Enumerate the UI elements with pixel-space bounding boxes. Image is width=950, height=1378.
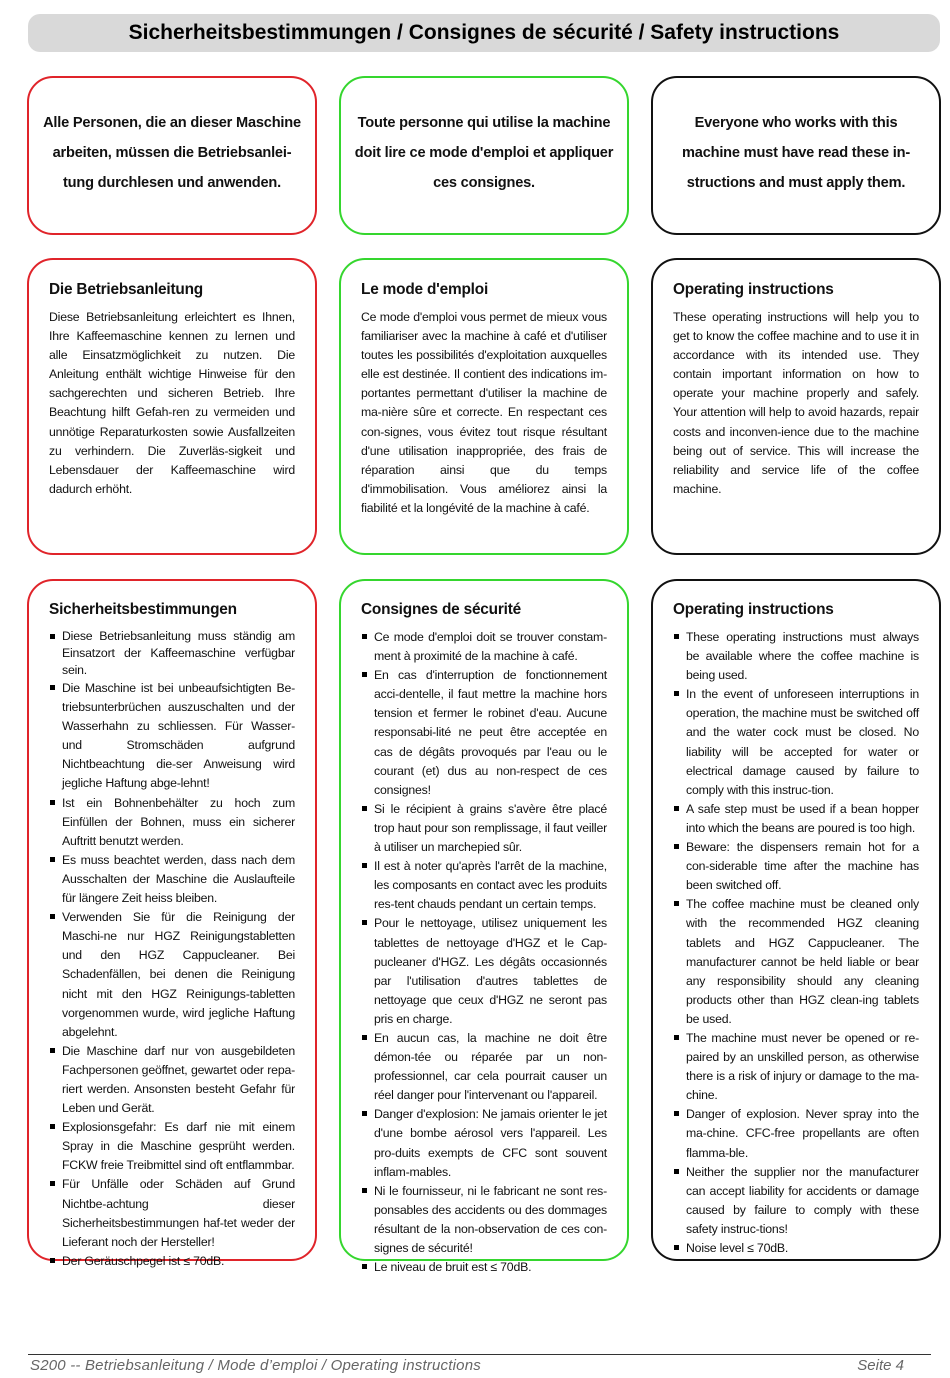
safety-heading-en: Operating instructions — [673, 601, 834, 618]
list-item: Neither the supplier nor the manufacturer can accept liability for accidents or damage caused by failure to comply with these safety instruc-tions! — [673, 1163, 919, 1239]
list-item: En aucun cas, la machine ne doit être démon-tée ou réparée par un non-professionnel, car cela pourrait causer un réel danger pour l'intervenant ou l'appareil. — [361, 1029, 607, 1105]
list-item: Explosionsgefahr: Es darf nie mit einem Spray in die Maschine gesprüht werden. FCKW freie Treibmittel sind oft entflammbar. — [49, 1118, 295, 1175]
safety-list-en — [673, 628, 919, 1258]
list-item: Pour le nettoyage, utilisez uniquement les tablettes de nettoyage d'HGZ et le Cap-pucleaner d'HGZ. Les dégâts occasionnés par l'utilisation d'autres tablettes de nettoyage que ceux d'HGZ ne seront pas pris en charge. — [361, 914, 607, 1029]
list-item: A safe step must be used if a bean hopper into which the beans are poured is too high. — [673, 800, 919, 838]
footer-divider — [28, 1354, 931, 1355]
list-item: Le niveau de bruit est ≤ 70dB. — [361, 1258, 607, 1277]
list-item: The machine must never be opened or re-paired by an unskilled person, as otherwise there is a risk of injury or damage to the ma-chine. — [673, 1029, 919, 1105]
list-item: Diese Betriebsanleitung muss ständig am Einsatzort der Kaffeemaschine verfügbar sein. — [49, 628, 295, 679]
intro-box-de — [27, 76, 317, 235]
safety-heading-fr: Consignes de sécurité — [361, 601, 522, 618]
list-item: Danger of explosion. Never spray into the ma-chine. CFC-free propellants are often flamma-ble. — [673, 1105, 919, 1162]
safety-box-de — [27, 579, 317, 1268]
list-item: In the event of unforeseen interruptions in operation, the machine must be switched off and the water cock must be closed. No liability will be accepted for water or electrical damage caused by failure to comply with this instruc-tion. — [673, 685, 919, 800]
list-item: Verwenden Sie für die Reinigung der Maschi-ne nur HGZ Reinigungstabletten und den HGZ Cappucleaner. Bei Schadenfällen, bei denen die Reinigung nicht mit den HGZ Reinigungs-tabletten vorgenommen wurde, wird jegliche Haftung abgelehnt. — [49, 908, 295, 1042]
intro-box-fr — [339, 76, 629, 235]
page-title: Sicherheitsbestimmungen / Consignes de sécurité / Safety instructions — [28, 14, 940, 52]
list-item: Beware: the dispensers remain hot for a con-siderable time after the machine has been switched off. — [673, 838, 919, 895]
list-item: Il est à noter qu'après l'arrêt de la machine, les composants en contact avec les produits res-tent chauds pendant un certain temps. — [361, 857, 607, 914]
intro-text-en: Everyone who works with this machine must have read these in-structions and must apply them. — [682, 115, 910, 191]
list-item: Ist ein Bohnenbehälter zu hoch zum Einfüllen der Bohnen, muss ein sicherer Auftritt benutzt werden. — [49, 794, 295, 851]
manual-heading-fr: Le mode d'emploi — [361, 281, 489, 298]
safety-box-en — [651, 579, 941, 1261]
list-item: Die Maschine darf nur von ausgebildeten Fachpersonen geöffnet, gewartet oder repa-riert werden. Ansonsten besteht Gefahr für Leben und Gerät. — [49, 1042, 295, 1118]
list-item: These operating instructions must always be available where the coffee machine is being used. — [673, 628, 919, 685]
manual-text-fr: Ce mode d'emploi vous permet de mieux vous familiariser avec la machine à café et d'utiliser toutes les possibilités d'exploitation auxquelles elle est destinée. Il contient des indications im-portantes permettant d'utiliser la machine de ma-nière sûre et correcte. En respectant ces con-signes, vous évitez tout risque résultant d'une utilisation inappropriée, des frais de réparation ainsi que du temps d'immobilisation. Vous améliorez ainsi la fiabilité et la longévité de la machine à café. — [361, 310, 607, 515]
list-item: Für Unfälle oder Schäden auf Grund Nichtbe-achtung dieser Sicherheitsbestimmungen haf-tet weder der Lieferant noch der Hersteller! — [49, 1175, 295, 1251]
manual-text-de: Diese Betriebsanleitung erleichtert es Ihnen, Ihre Kaffeemaschine kennen zu lernen und alle Einsatzmöglichkeit zu nutzen. Die Anleitung enthält wichtige Hinweise für den sachgerechten und sicheren Betrieb. Ihre Beachtung hilft Gefah-ren zu vermeiden und unnötige Reparaturkosten sowie Ausfallzeiten zu verhindern. Die Zuverläs-sigkeit und Lebensdauer der Kaffeemaschine wird dadurch erhöht. — [49, 310, 295, 496]
footer-page-number: Seite 4 — [857, 1357, 904, 1374]
list-item: Ni le fournisseur, ni le fabricant ne sont res-ponsables des accidents ou des dommages résultant de la non-observation de ces con-signes de sécurité! — [361, 1182, 607, 1258]
manual-heading-de: Die Betriebsanleitung — [49, 281, 204, 298]
intro-text-fr: Toute personne qui utilise la machine doit lire ce mode d'emploi et appliquer ces consignes. — [354, 115, 614, 191]
intro-box-en — [651, 76, 941, 235]
safety-list-de — [49, 628, 295, 1271]
safety-heading-de: Sicherheitsbestimmungen — [49, 601, 237, 618]
manual-heading-en: Operating instructions — [673, 281, 834, 298]
safety-list-fr — [361, 628, 607, 1277]
manual-box-en — [651, 258, 941, 555]
list-item: Es muss beachtet werden, dass nach dem Ausschalten der Maschine die Auslaufteile für längere Zeit heiss bleiben. — [49, 851, 295, 908]
list-item: Noise level ≤ 70dB. — [673, 1239, 919, 1258]
footer-document-title: S200 -- Betriebsanleitung / Mode d’emploi / Operating instructions — [30, 1357, 481, 1374]
list-item: Ce mode d'emploi doit se trouver constam-ment à proximité de la machine à café. — [361, 628, 607, 666]
list-item: En cas d'interruption de fonctionnement acci-dentelle, il faut mettre la machine hors tension et fermer le robinet d'eau. Aucune responsabi-lité ne peut être acceptée en cas de dégâts provoqués par l'eau ou le courant (et) dus au non-respect de ces consignes! — [361, 666, 607, 800]
intro-text-de: Alle Personen, die an dieser Maschine arbeiten, müssen die Betriebsanlei-tung durchlesen und anwenden. — [43, 115, 301, 191]
manual-box-fr — [339, 258, 629, 555]
manual-box-de — [27, 258, 317, 555]
list-item: The coffee machine must be cleaned only with the recommended HGZ cleaning tablets and HGZ Cappucleaner. The manufacturer cannot be held liable or bear any responsibility should any cleaning products other than HGZ clean-ing tablets be used. — [673, 895, 919, 1029]
list-item: Si le récipient à grains s'avère être placé trop haut pour son remplissage, il faut veiller à utiliser un marchepied sûr. — [361, 800, 607, 857]
manual-text-en: These operating instructions will help you to get to know the coffee machine and to use it in accordance with its intended use. They contain important information on how to operate your machine properly and safely. Your attention will help to avoid hazards, repair costs and inconven-ience due to the machine being out of service. This will increase the reliability and service life of the coffee machine. — [673, 310, 919, 496]
safety-box-fr — [339, 579, 629, 1275]
list-item: Danger d'explosion: Ne jamais orienter le jet d'une bombe aérosol vers l'appareil. Les pro-duits exempts de CFC sont souvent inflam-mables. — [361, 1105, 607, 1181]
list-item: Die Maschine ist bei unbeaufsichtigten Be-triebsunterbrüchen auszuschalten und der Wasserhahn zu schliessen. Für Wasser- und Stromschäden aufgrund Nichtbeachtung die-ser Anweisung wird jegliche Haftung abge-lehnt! — [49, 679, 295, 794]
list-item: Der Geräuschpegel ist ≤ 70dB. — [49, 1252, 295, 1271]
